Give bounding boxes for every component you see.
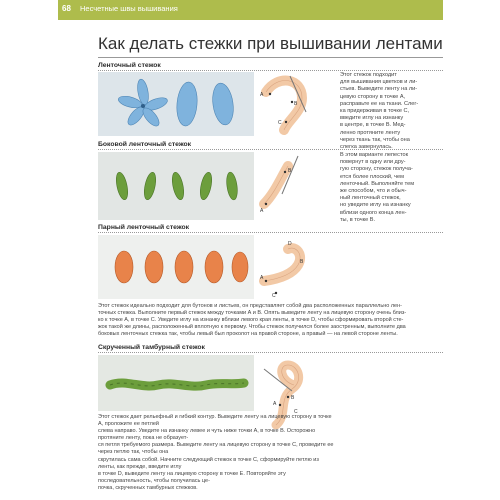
diagram-label: C <box>294 409 298 415</box>
running-title: Несчетные швы вышивания <box>80 4 178 13</box>
title-divider <box>98 57 443 58</box>
diagram-label: A <box>273 401 277 407</box>
diagram-ribbon-stitch <box>258 72 336 136</box>
section-description: Этот стежок идеально подходит для бутонов и листьев, он представляет собой два расположенных параллельно лен- точных стежка. Выполните первый стежок между точками А и В. Опять выведите ленту на лицевую сторону очень близ- ко к точке А, в точке С. Уведите иглу на изнанку вблизи левого края ленты, в точке D, чтобы сформировать второй сте- жок такой же длины, расположенный вплотную к первому. Чтобы стежок получился более заостренным, выполните два боковых ленточных стежка так, чтобы левый был проколот на правой стороне, а правый — на левой стороне ленты. <box>98 303 407 338</box>
diagram-label: B <box>300 259 304 265</box>
section-divider <box>98 232 443 233</box>
section-divider <box>98 149 443 150</box>
diagram-label: B <box>291 395 295 401</box>
section-title-twisted-chain-stitch: Скрученный тамбурный стежок <box>98 344 205 351</box>
page-number: 68 <box>62 4 71 13</box>
section-divider <box>98 70 443 71</box>
section-title-paired-ribbon-stitch: Парный ленточный стежок <box>98 224 190 231</box>
diagram-label: B <box>294 101 298 107</box>
diagram-side-ribbon-stitch <box>258 152 336 220</box>
section-description: В этом варианте лепесток повернут в одну или дру- гую сторону, стежок получа- ется более плоский, чем ленточный. Выполняйте тем же способом, что и обыч- ный ленточный стежок, но уведите иглу на изнанку вблизи одного конца лен- ты, в точке В. <box>340 152 415 223</box>
diagram-label: A <box>260 92 264 98</box>
section-description: Этот стежок дает рельефный и гибкий контур. Выведите ленту на лицевую сторону в точке А, проложите ее петлей слева направо. Уведите на изнанку левее и чуть ниже точки А, в точке В. Осторожно протяните ленту, пока не образует- ся петля требуемого размера. Выведите ленту на лицевую сторону в точке С, проведите ее через петлю так, чтобы она скрутилась сама собой. Начните следующий стежок в точке С, сформируйте петлю из ленты, как прежде, введите иглу в точке D, выведите ленту на лицевую сторону в точке Е. Повторяйте эту последовательность, чтобы получилась це- почка, скрученных тамбурных стежков. <box>98 414 334 491</box>
photo-paired-ribbon-stitch <box>98 235 254 299</box>
diagram-label: B <box>288 168 292 174</box>
section-description: Этот стежок подходит для вышивания цветков и ли- стьев. Выведите ленту на ли- цевую сторону в точке А, расправьте ее на ткани. Слег- ка придерживая в точке С, введите иглу на изнанку в центре, в точке В. Мед- ленно протяните ленту через ткань так, чтобы она слегка завернулась. <box>340 72 419 151</box>
diagram-paired-ribbon-stitch <box>258 235 336 299</box>
diagram-label: A <box>260 275 264 281</box>
section-title-ribbon-stitch: Ленточный стежок <box>98 62 161 69</box>
diagram-label: D <box>288 241 292 247</box>
photo-twisted-chain-stitch <box>98 355 254 411</box>
section-title-side-ribbon-stitch: Боковой ленточный стежок <box>98 141 192 148</box>
diagram-label: C <box>272 293 276 299</box>
diagram-label: C <box>278 120 282 126</box>
photo-side-ribbon-stitch <box>98 152 254 220</box>
page-title: Как делать стежки при вышивании лентами <box>98 34 443 53</box>
photo-ribbon-stitch <box>98 72 254 136</box>
section-divider <box>98 352 443 353</box>
diagram-label: A <box>260 208 264 214</box>
